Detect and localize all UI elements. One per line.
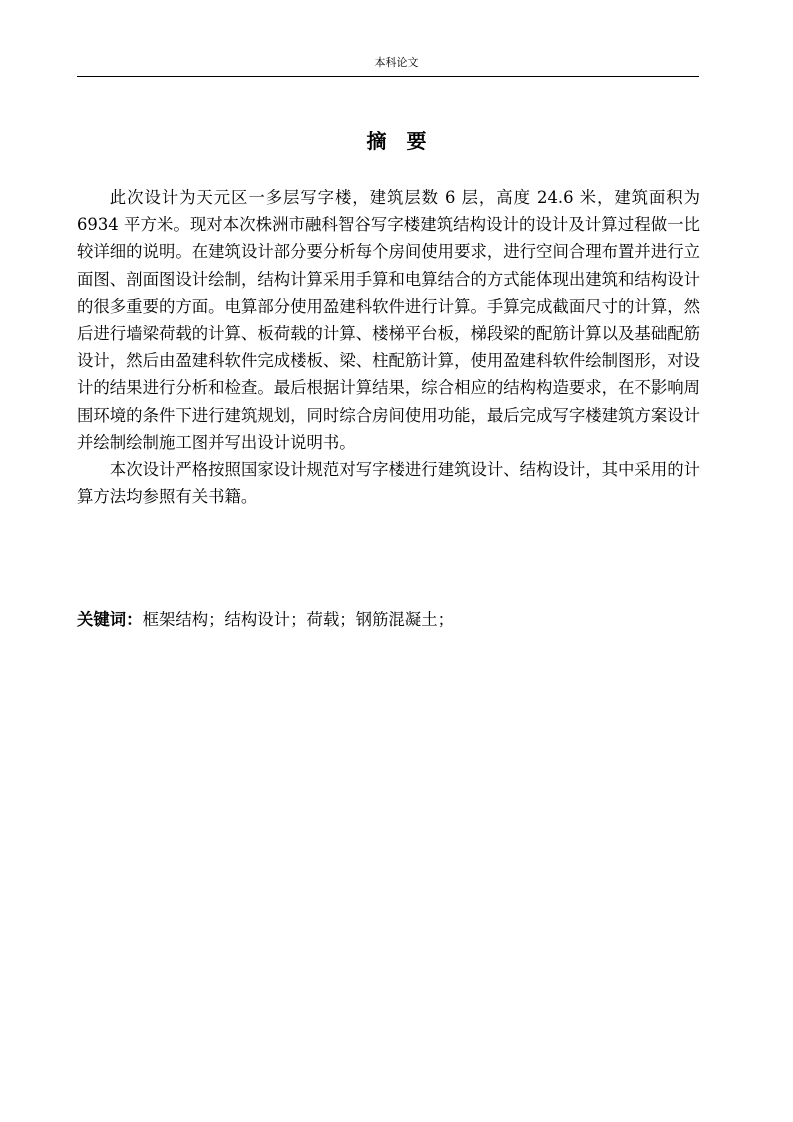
keywords-line bbox=[77, 606, 700, 633]
abstract-title: 摘 要 bbox=[366, 129, 427, 153]
abstract-paragraph: 此次设计为天元区一多层写字楼，建筑层数 6 层，高度 24.6 米，建筑面积为 6934 平方米。现对本次株洲市融科智谷写字楼建筑结构设计的设计及计算过程做一比较详细的说明。在建筑设计部分要分析每个房间使用要求，进行空间合理布置并进行立面图、剖面图设计绘制，结构计算采用手算和电算结合的方式能体现出建筑和结构设计的很多重要的方面。电算部分使用盈建科软件进行计算。手算完成截面尺寸的计算，然后进行墙梁荷载的计算、板荷载的计算、楼梯平台板，梯段梁的配筋计算以及基础配筋设计，然后由盈建科软件完成楼板、梁、柱配筋计算，使用盈建科软件绘制图形，对设计的结果进行分析和检查。最后根据计算结果，综合相应的结构构造要求，在不影响周围环境的条件下进行建筑规划，同时综合房间使用功能，最后完成写字楼建筑方案设计并绘制绘制施工图并写出设计说明书。 bbox=[77, 188, 700, 452]
abstract-paragraph: 本次设计严格按照国家设计规范对写字楼进行建筑设计、结构设计，其中采用的计算方法均参照有关书籍。 bbox=[77, 460, 700, 507]
keywords-label: 关键词： bbox=[77, 610, 143, 629]
running-header: 本科论文 bbox=[374, 56, 419, 69]
abstract-body bbox=[77, 184, 700, 510]
header-rule bbox=[77, 76, 699, 77]
keywords-text: 框架结构；结构设计；荷载；钢筋混凝土； bbox=[142, 610, 454, 629]
